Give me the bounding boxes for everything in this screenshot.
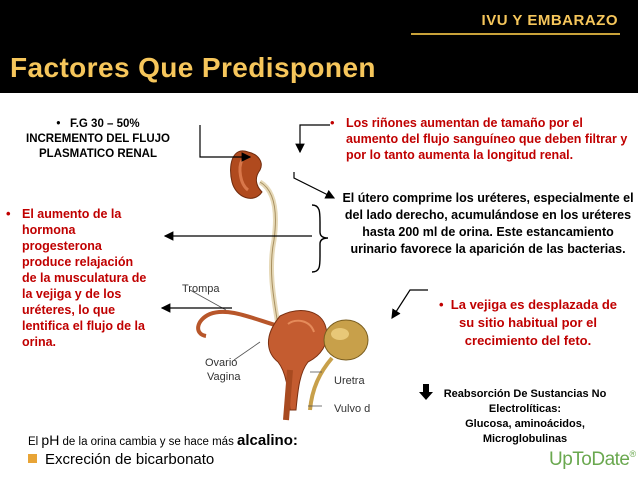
ph-part1: El bbox=[28, 436, 42, 448]
vejiga-text: La vejiga es desplazada de su sitio habitual por el crecimiento del feto. bbox=[450, 297, 617, 348]
brace bbox=[312, 205, 328, 272]
ph-part2: de la orina cambia y se hace más bbox=[59, 436, 238, 448]
slide-title: Factores Que Predisponen bbox=[10, 52, 376, 83]
ph-alcalino: alcalino: bbox=[237, 432, 298, 449]
header-tag: IVU Y EMBARAZO bbox=[481, 12, 618, 29]
fg-block bbox=[18, 117, 178, 162]
progesterone-text: El aumento de la hormona progesterona produce relajación de la musculatura de la vejiga y de los uréteres, lo que lentifica el flujo de la orina. bbox=[22, 207, 147, 349]
arrow-utero-to-ureter bbox=[294, 172, 334, 198]
reab-line-3: Glucosa, aminoácidos, bbox=[465, 418, 585, 430]
left-bullet: • bbox=[6, 206, 11, 221]
anatomy-label-uretra: Uretra bbox=[334, 375, 365, 387]
rinones-text: Los riñones aumentan de tamaño por el aumento del flujo sanguíneo que deben filtrar y por lo tanto aumenta la longitud renal. bbox=[346, 116, 628, 162]
fg-line-2: INCREMENTO DEL FLUJO bbox=[26, 133, 170, 145]
square-bullet-icon bbox=[28, 454, 37, 463]
vejiga-bullet: • bbox=[439, 297, 444, 312]
ph-symbol: pH bbox=[41, 432, 60, 448]
anatomy-label-vulvo: Vulvo d bbox=[334, 403, 371, 415]
arrow-rinones-to-kidney bbox=[300, 125, 330, 152]
fg-rate: F.G 30 – 50% bbox=[69, 118, 140, 130]
arrow-fg-to-kidney bbox=[200, 125, 250, 157]
fg-line-1 bbox=[18, 117, 178, 132]
anatomy-label-trompa: Trompa bbox=[182, 283, 220, 295]
excrecion-text: Excreción de bicarbonato bbox=[45, 451, 215, 468]
utero-text: El útero comprime los uréteres, especialmente el del lado derecho, acumulándose en los uréteres hasta 200 ml de orina. Este estancamiento urinario favorece la aparición de las bacterias. bbox=[342, 191, 634, 256]
anatomy-label-ovario: Ovario bbox=[205, 357, 238, 369]
rinones-bullet: • bbox=[330, 115, 335, 130]
logo-text: UpToDate bbox=[549, 449, 630, 470]
reab-line-2: Electrolíticas: bbox=[488, 403, 562, 415]
reab-line-1: Reabsorción De Sustancias No bbox=[443, 388, 607, 400]
anatomy-label-vagina: Vagina bbox=[207, 371, 241, 383]
uptodate-logo bbox=[549, 449, 636, 471]
reabsorcion-block bbox=[420, 387, 630, 447]
reab-line-4: Microglobulinas bbox=[482, 433, 568, 445]
excrecion-item bbox=[28, 451, 214, 468]
fg-line-3: PLASMATICO RENAL bbox=[39, 148, 157, 160]
arrow-vejiga-to-bladder bbox=[392, 290, 428, 318]
logo-registered: ® bbox=[629, 449, 636, 459]
ph-line bbox=[28, 432, 298, 449]
fg-bullet: • bbox=[56, 118, 61, 130]
vejiga-block bbox=[430, 296, 626, 350]
